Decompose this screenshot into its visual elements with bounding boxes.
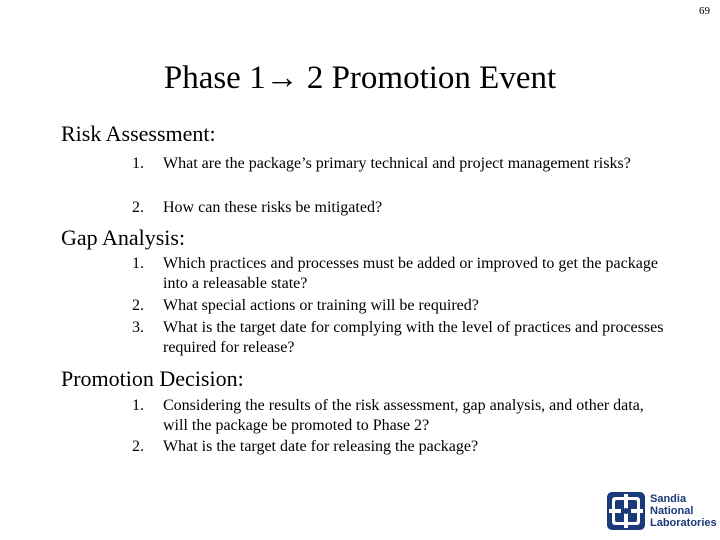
item-text: What is the target date for complying with the level of practices and processes required for release?: [163, 319, 664, 356]
item-text: Which practices and processes must be added or improved to get the package into a releasable state?: [163, 255, 658, 292]
list-item: [132, 396, 672, 436]
sandia-logo-text: [650, 493, 717, 529]
list-item: [132, 318, 672, 358]
item-number: 1.: [132, 155, 144, 172]
item-text: What is the target date for releasing the package?: [163, 438, 479, 455]
list-item: [132, 437, 672, 457]
list-item: [132, 254, 672, 294]
item-text: What are the package’s primary technical and project management risks?: [163, 155, 631, 172]
item-number: 1.: [132, 255, 144, 272]
item-number: 1.: [132, 397, 144, 414]
item-number: 2.: [132, 438, 144, 455]
sandia-logo: [606, 491, 717, 531]
page-number: 69: [699, 5, 710, 17]
item-text: What special actions or training will be required?: [163, 297, 479, 314]
sandia-logo-icon: [606, 491, 646, 531]
logo-line-3: Laboratories: [650, 517, 717, 529]
logo-line-2: National: [650, 505, 694, 517]
section-heading-risk-assessment: Risk Assessment:: [61, 121, 216, 146]
section-heading-gap-analysis: Gap Analysis:: [61, 225, 186, 250]
section-heading-promotion-decision: Promotion Decision:: [61, 366, 244, 391]
item-number: 3.: [132, 319, 144, 336]
list-item: [132, 198, 672, 218]
slide-title: Phase 1→ 2 Promotion Event: [163, 60, 557, 96]
list-item: [132, 296, 672, 316]
item-text: How can these risks be mitigated?: [163, 199, 383, 216]
item-number: 2.: [132, 297, 144, 314]
item-text: Considering the results of the risk assessment, gap analysis, and other data, will the package be promoted to Phase 2?: [163, 397, 644, 434]
list-item: [132, 154, 672, 174]
logo-line-1: Sandia: [650, 493, 687, 505]
item-number: 2.: [132, 199, 144, 216]
